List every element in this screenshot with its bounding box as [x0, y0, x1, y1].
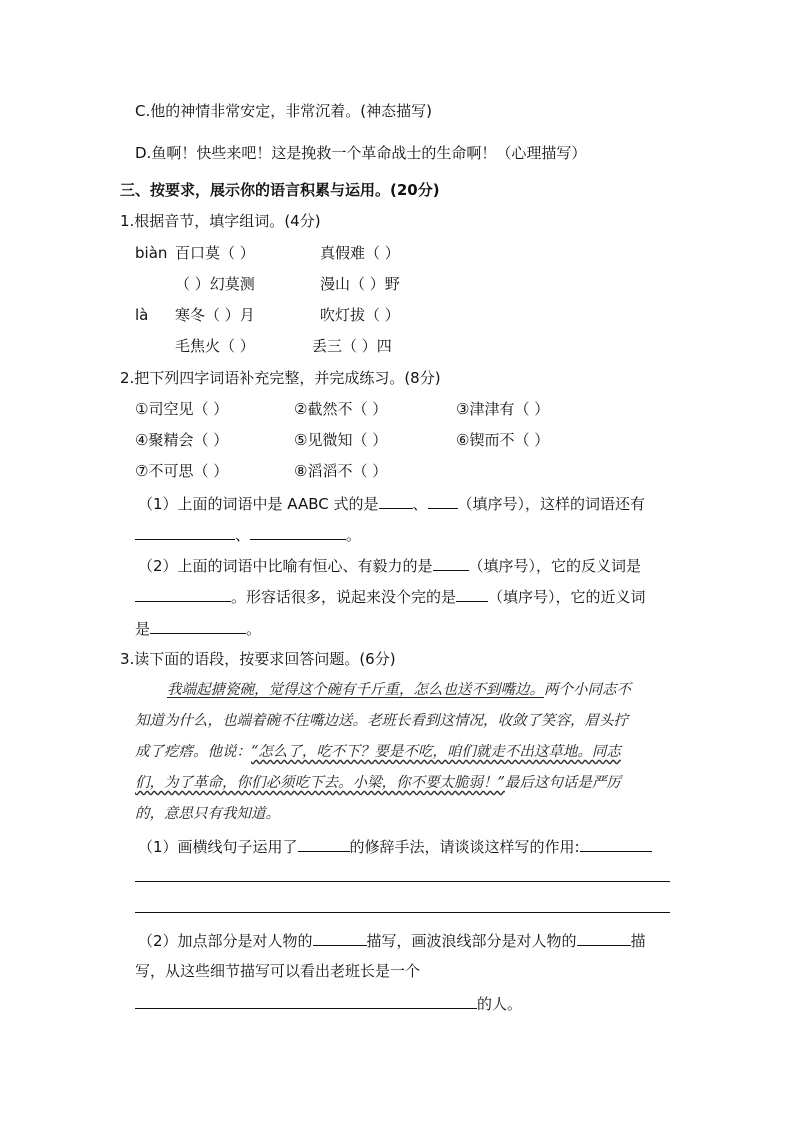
q1-bian-pinyin: biàn — [135, 244, 168, 262]
q2-item-4: ④聚精会（ ） — [135, 431, 229, 449]
q1-bian-item-2: 真假难（ ） — [320, 244, 400, 262]
answer-blank[interactable] — [135, 993, 477, 1009]
answer-blank[interactable] — [428, 493, 458, 509]
q2-item-3: ③津津有（ ） — [456, 400, 550, 418]
answer-blank[interactable] — [250, 524, 346, 540]
q2-item-8: ⑧滔滔不（ ） — [294, 462, 388, 480]
wavy-underlined-text: “怎么了，吃不下？要是不吃，咱们就走不出这草地。同志 — [251, 744, 621, 760]
q2-sub1-line2: 、 。 — [135, 524, 361, 545]
q2-item-2: ②截然不（ ） — [294, 400, 388, 418]
wavy-underlined-text: 们，为了革命，你们必须吃下去。小梁，你不要太脆弱！” — [135, 775, 505, 791]
q1-la-item-4: 丢三（ ）四 — [312, 337, 392, 355]
answer-blank[interactable] — [135, 524, 235, 540]
q1-la-item-1: 寒冬（ ）月 — [175, 306, 255, 324]
section-title: 三、按要求，展示你的语言积累与运用。(20分) — [120, 181, 440, 199]
q3-title: 3.读下面的语段，按要求回答问题。(6分) — [120, 650, 396, 668]
q1-la-item-3: 毛焦火（ ） — [175, 337, 255, 355]
underlined-sentence: 我端起搪瓷碗，觉得这个碗有千斤重，怎么也送不到嘴边。 — [167, 682, 544, 698]
q2-item-5: ⑤见微知（ ） — [294, 431, 388, 449]
q3-sub1: （1）画横线句子运用了 的修辞手法，请谈谈这样写的作用: — [138, 836, 652, 857]
passage-line-3: 成了疙瘩。他说：“怎么了，吃不下？要是不吃，咱们就走不出这草地。同志 — [135, 744, 621, 760]
q2-sub2-line2: 。形容话很多，说起来没个完的是 （填序号），它的近义词 — [135, 586, 646, 607]
q3-sub2-line2: 写，从这些细节描写可以看出老班长是一个 — [135, 962, 421, 980]
q1-bian-item-4: 漫山（ ）野 — [320, 275, 400, 293]
answer-blank[interactable] — [577, 930, 631, 946]
passage-line-1: 我端起搪瓷碗，觉得这个碗有千斤重，怎么也送不到嘴边。两个小同志不 — [167, 682, 631, 698]
passage-line-4: 们，为了革命，你们必须吃下去。小梁，你不要太脆弱！”最后这句话是严厉 — [135, 775, 621, 791]
answer-blank[interactable] — [150, 618, 246, 634]
q2-title: 2.把下列四字词语补充完整，并完成练习。(8分) — [120, 369, 441, 387]
answer-blank[interactable] — [580, 836, 652, 852]
q2-sub2-line1: （2）上面的词语中比喻有恒心、有毅力的是 （填序号），它的反义词是 — [138, 557, 642, 575]
q1-title: 1.根据音节，填字组词。(4分) — [120, 212, 321, 230]
option-c: C.他的神情非常安定，非常沉着。(神态描写) — [135, 102, 432, 120]
q1-la-pinyin: là — [135, 306, 149, 324]
q2-item-6: ⑥锲而不（ ） — [456, 431, 550, 449]
answer-blank[interactable] — [298, 836, 350, 852]
q3-sub2-line3: 的人。 — [135, 993, 522, 1014]
option-d: D.鱼啊！快些来吧！这是挽救一个革命战士的生命啊！（心理描写） — [135, 144, 587, 162]
answer-line[interactable] — [135, 912, 670, 913]
q3-sub2-line1: （2）加点部分是对人物的 描写，画波浪线部分是对人物的 描 — [138, 932, 646, 950]
q1-la-item-2: 吹灯拔（ ） — [320, 306, 400, 324]
passage-line-5: 的，意思只有我知道。 — [135, 806, 280, 822]
answer-blank[interactable] — [433, 555, 469, 571]
q2-item-1: ①司空见（ ） — [135, 400, 229, 418]
answer-blank[interactable] — [135, 586, 231, 602]
q2-sub1-line1: （1）上面的词语中是 AABC 式的是 、 （填序号），这样的词语还有 — [138, 495, 646, 513]
q2-item-7: ⑦不可思（ ） — [135, 462, 229, 480]
q2-sub2-line3: 是 。 — [135, 620, 262, 638]
answer-blank[interactable] — [456, 586, 488, 602]
answer-line[interactable] — [135, 881, 670, 882]
answer-blank[interactable] — [313, 930, 367, 946]
q1-bian-item-3: （ ）幻莫测 — [175, 275, 255, 293]
passage-line-2: 知道为什么，也端着碗不往嘴边送。老班长看到这情况，收敛了笑容，眉头拧 — [135, 713, 628, 729]
answer-blank[interactable] — [379, 493, 413, 509]
q1-bian-item-1: 百口莫（ ） — [175, 244, 255, 262]
